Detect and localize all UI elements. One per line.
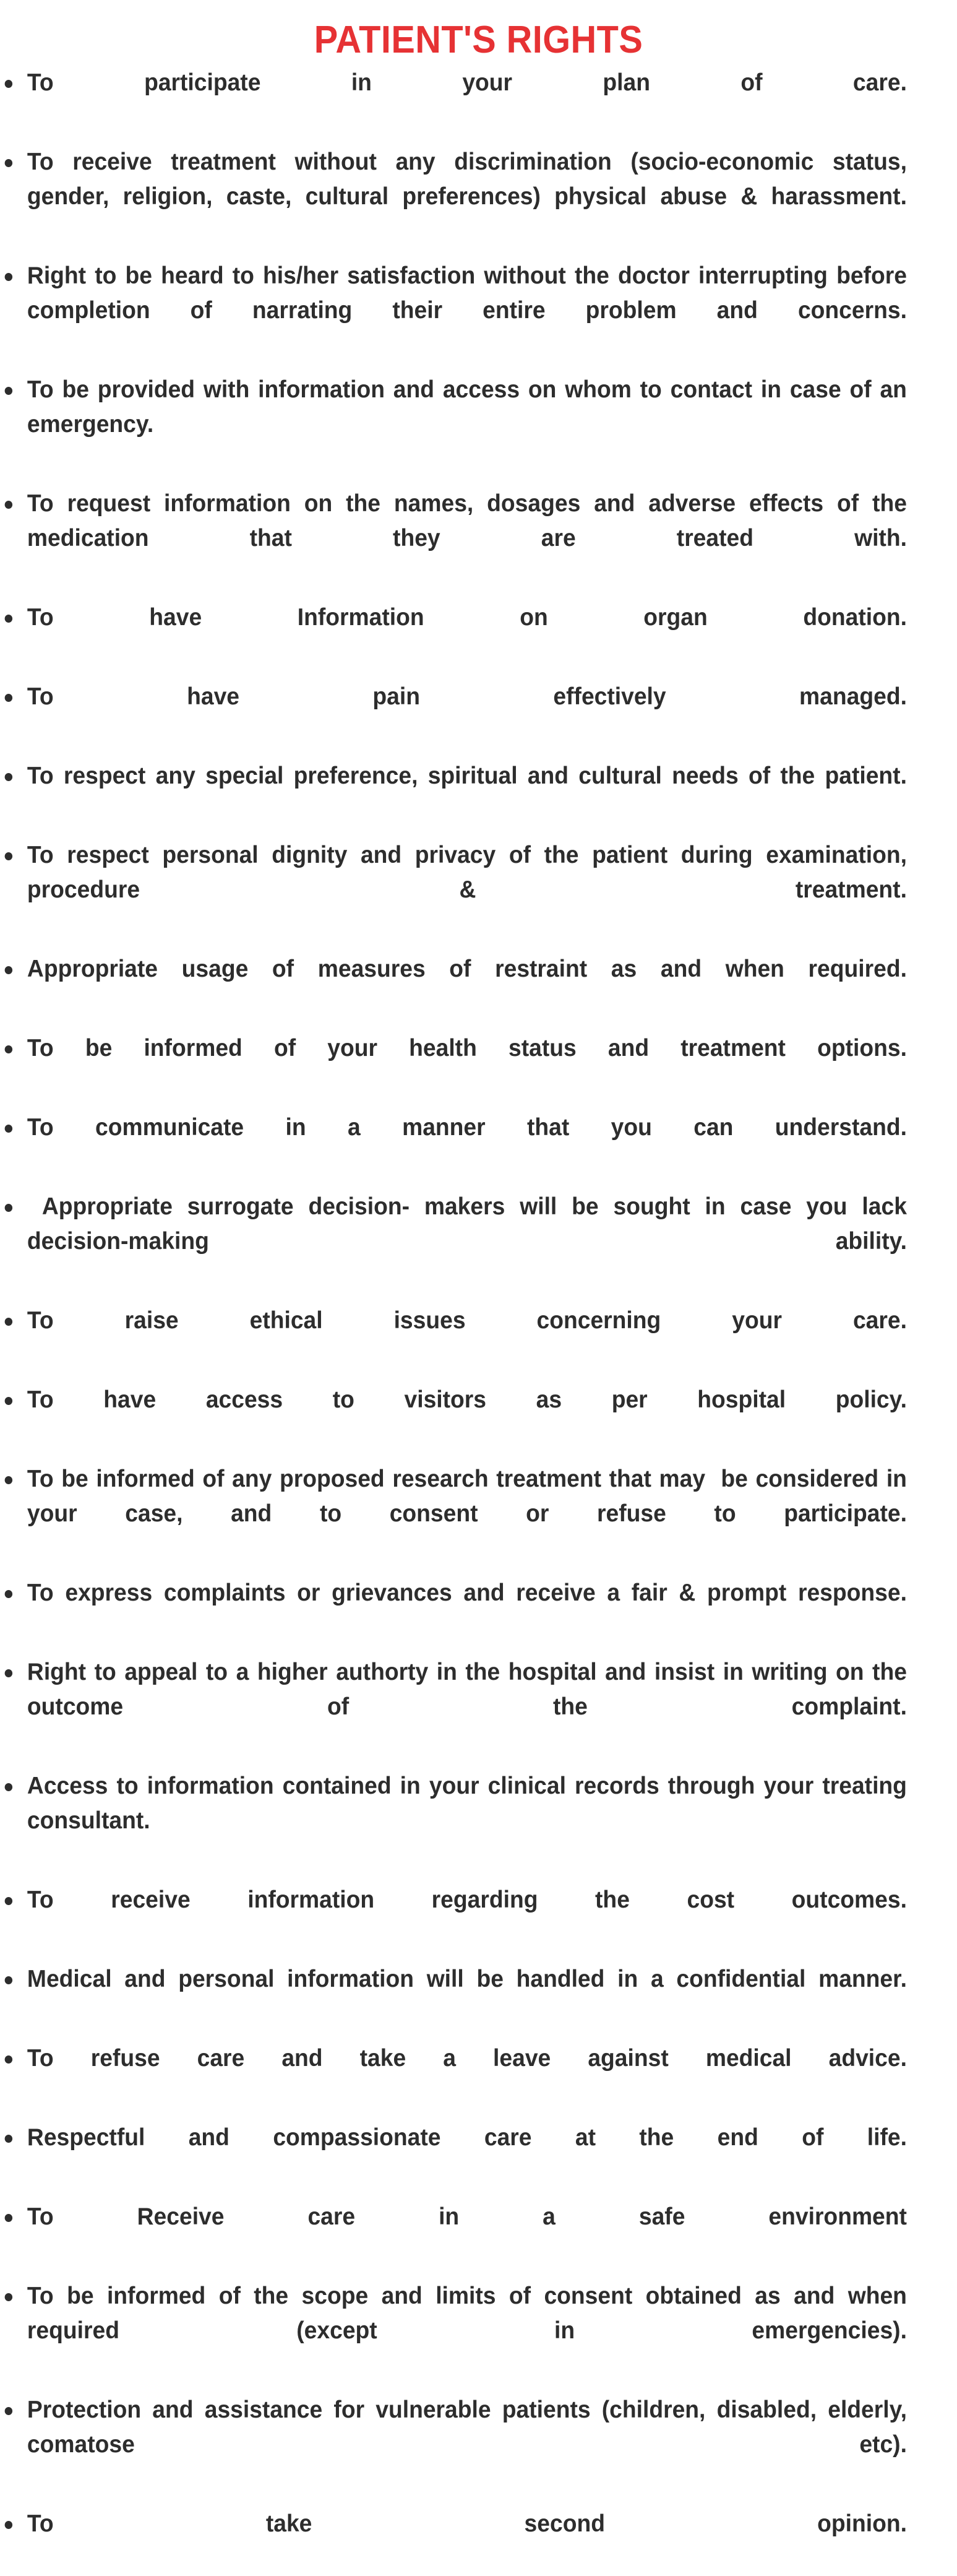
rights-list-item [0,2507,914,2576]
bullet-point-icon [5,1318,12,1326]
rights-list-item [0,1190,914,1294]
rights-list-item [0,680,914,749]
bullet-point-icon [5,1897,12,1905]
rights-item-text: Respectful and compassionate care at the end of life. [27,2124,907,2151]
bullet-point-icon [5,2135,12,2143]
bullet-point-icon [5,1045,12,1053]
bullet-point-icon [5,2214,12,2222]
rights-item-text: Appropriate surrogate decision- makers will be sought in case you lack decision-making ability. [27,1193,914,1255]
patients-rights-list [0,66,957,2576]
rights-list-item [0,952,914,1021]
rights-item-text: To respect personal dignity and privacy of the patient during examination, procedure & treatment. [27,842,914,903]
rights-item-text: Right to appeal to a higher authorty in the hospital and insist in writing on the outcome of the complaint. [27,1659,914,1720]
page-title: PATIENT'S RIGHTS [314,18,643,61]
bullet-point-icon [5,1476,12,1484]
rights-item-text: To receive treatment without any discrimination (socio-economic status, gender, religion, caste, cultural preferences) physical abuse & harassment. [27,149,914,210]
rights-item-text: To have access to visitors as per hospital policy. [27,1386,907,1413]
bullet-point-icon [5,1590,12,1598]
rights-list-item [0,600,914,670]
rights-list-item [0,2120,914,2190]
rights-list-item [0,1655,914,1759]
rights-item-text: To respect any special preference, spiritual and cultural needs of the patient. [27,763,907,789]
rights-item-text: To request information on the names, dosages and adverse effects of the medication that they are treated with. [27,490,914,551]
bullet-point-icon [5,1397,12,1405]
rights-list-item [0,2200,914,2269]
rights-item-text: Right to be heard to his/her satisfaction without the doctor interrupting before completion of narrating their entire problem and concerns. [27,262,914,324]
rights-item-text: To be informed of your health status and treatment options. [27,1035,907,1061]
bullet-point-icon [5,966,12,974]
bullet-point-icon [5,615,12,623]
rights-item-text: Access to information contained in your clinical records through your treating consultant. [27,1773,914,1834]
bullet-point-icon [5,501,12,509]
bullet-point-icon [5,1204,12,1212]
rights-item-text: Appropriate usage of measures of restraint as and when required. [27,956,907,982]
rights-item-text: Medical and personal information will be handled in a confidential manner. [27,1966,907,1992]
rights-list-item [0,838,914,942]
rights-list-item [0,259,914,363]
bullet-point-icon [5,2293,12,2301]
rights-list-item [0,1883,914,1952]
rights-list-item [0,1576,914,1645]
rights-item-text: To have pain effectively managed. [27,683,907,710]
rights-list-item [0,486,914,590]
rights-item-text: To refuse care and take a leave against medical advice. [27,2045,907,2072]
bullet-point-icon [5,80,12,88]
rights-list-item [0,1769,914,1873]
rights-item-text: To be informed of the scope and limits of consent obtained as and when required (except in emergencies). [27,2283,914,2344]
bullet-point-icon [5,2407,12,2415]
bullet-point-icon [5,387,12,395]
rights-item-text: To receive information regarding the cost outcomes. [27,1887,907,1913]
rights-list-item [0,145,914,249]
rights-item-text: To take second opinion. [27,2510,907,2537]
rights-list-item [0,1031,914,1100]
bullet-point-icon [5,1669,12,1677]
rights-list-item [0,1303,914,1373]
rights-list-item [0,759,914,828]
rights-list-item [0,1383,914,1452]
bullet-point-icon [5,273,12,281]
bullet-point-icon [5,694,12,702]
bullet-point-icon [5,1125,12,1133]
bullet-point-icon [5,2055,12,2064]
rights-item-text: Protection and assistance for vulnerable patients (children, disabled, elderly, comatose etc). [27,2397,914,2458]
rights-list-item [0,2041,914,2111]
rights-list-item [0,2393,914,2497]
rights-list-item [0,1962,914,2031]
rights-item-text: To express complaints or grievances and receive a fair & prompt response. [27,1580,907,1606]
bullet-point-icon [5,1783,12,1791]
rights-item-text: To participate in your plan of care. [27,69,907,96]
bullet-point-icon [5,852,12,860]
rights-item-text: To be informed of any proposed research treatment that may be considered in your case, and to consent or refuse to participate. [27,1466,914,1527]
rights-list-item [0,1110,914,1180]
bullet-point-icon [5,773,12,781]
bullet-point-icon [5,1976,12,1984]
bullet-point-icon [5,159,12,167]
rights-item-text: To communicate in a manner that you can understand. [27,1114,907,1141]
rights-list-item [0,2279,914,2383]
bullet-point-icon [5,2521,12,2529]
rights-list-item [0,66,914,135]
rights-item-text: To raise ethical issues concerning your care. [27,1307,907,1334]
rights-item-text: To Receive care in a safe environment [27,2203,907,2230]
rights-item-text: To have Information on organ donation. [27,604,907,631]
rights-item-text: To be provided with information and access on whom to contact in case of an emergency. [27,376,914,438]
rights-list-item [0,1462,914,1566]
rights-list-item [0,373,914,477]
